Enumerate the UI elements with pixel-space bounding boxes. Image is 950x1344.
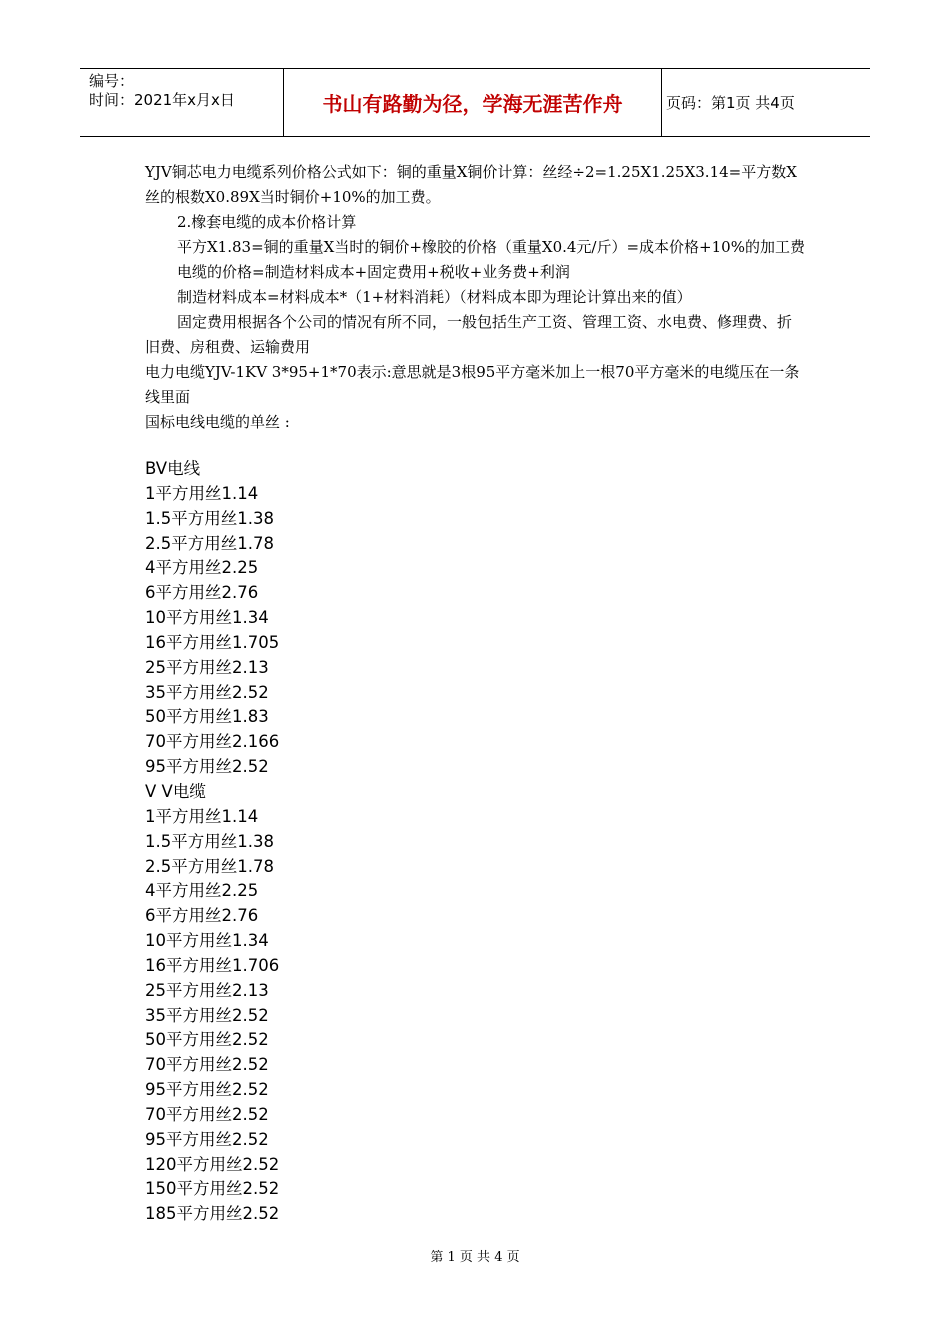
list-item: 95平方用丝2.52	[145, 757, 269, 777]
body-paragraph: 平方X1.83=铜的重量X当时的铜价+橡胶的价格（重量X0.4元/斤）=成本价格+10%的加工费	[177, 238, 805, 256]
body-paragraph: 2.橡套电缆的成本价格计算	[177, 213, 357, 231]
body-paragraphs	[145, 160, 805, 435]
header-motto: 书山有路勤为径，学海无涯苦作舟	[283, 69, 662, 136]
list-item: 120平方用丝2.52	[145, 1154, 280, 1174]
document-date-label: 时间：2021年x月x日	[89, 91, 235, 109]
list-item: 2.5平方用丝1.78	[145, 533, 274, 553]
list-item: 50平方用丝1.83	[145, 707, 269, 727]
list-item: 2.5平方用丝1.78	[145, 856, 274, 876]
list-item: 95平方用丝2.52	[145, 1080, 269, 1100]
page-header	[80, 68, 870, 137]
page-footer: 第 1 页 共 4 页	[430, 1250, 520, 1265]
list-item: 4平方用丝2.25	[145, 558, 259, 578]
list-item: 95平方用丝2.52	[145, 1129, 269, 1149]
list-item: 10平方用丝1.34	[145, 931, 269, 951]
list-item: 6平方用丝2.76	[145, 583, 259, 603]
list-item: 150平方用丝2.52	[145, 1179, 280, 1199]
wire-spec-list	[145, 457, 545, 1227]
body-paragraph: 固定费用根据各个公司的情况有所不同，一般包括生产工资、管理工资、水电费、修理费、折旧费、房租费、运输费用	[145, 313, 793, 356]
list-item: 25平方用丝2.13	[145, 980, 269, 1000]
list-item: 6平方用丝2.76	[145, 906, 259, 926]
list-item: 70平方用丝2.166	[145, 732, 280, 752]
list-item: 4平方用丝2.25	[145, 881, 259, 901]
header-page-label: 页码：第1页 共4页	[666, 94, 795, 112]
list-item: 70平方用丝2.52	[145, 1104, 269, 1124]
list-item: 1平方用丝1.14	[145, 483, 259, 503]
list-item: BV电线	[145, 459, 201, 478]
list-item: 10平方用丝1.34	[145, 608, 269, 628]
list-item: 1.5平方用丝1.38	[145, 831, 274, 851]
list-item: 50平方用丝2.52	[145, 1030, 269, 1050]
list-item: 16平方用丝1.705	[145, 632, 280, 652]
list-item: 70平方用丝2.52	[145, 1055, 269, 1075]
body-paragraph: 制造材料成本=材料成本*（1+材料消耗）（材料成本即为理论计算出来的值）	[177, 288, 692, 306]
list-item: 1平方用丝1.14	[145, 806, 259, 826]
list-item: 25平方用丝2.13	[145, 657, 269, 677]
list-item: 35平方用丝2.52	[145, 1005, 269, 1025]
body-paragraph: 电缆的价格=制造材料成本+固定费用+税收+业务费+利润	[177, 263, 570, 281]
body-paragraph: YJV铜芯电力电缆系列价格公式如下：铜的重量X铜价计算：丝经÷2=1.25X1.25X3.14=平方数X丝的根数X0.89X当时铜价+10%的加工费。	[145, 163, 797, 206]
list-item: V V电缆	[145, 781, 206, 801]
list-item: 1.5平方用丝1.38	[145, 508, 274, 528]
header-meta	[80, 69, 283, 136]
list-item: 35平方用丝2.52	[145, 682, 269, 702]
list-item: 16平方用丝1.706	[145, 955, 280, 975]
list-item: 185平方用丝2.52	[145, 1204, 280, 1224]
document-number-label: 编号：	[89, 72, 135, 90]
body-paragraph: 国标电线电缆的单丝 :	[145, 413, 290, 431]
body-paragraph: 电力电缆YJV-1KV 3*95+1*70表示:意思就是3根95平方毫米加上一根70平方毫米的电缆压在一条线里面	[145, 363, 800, 406]
